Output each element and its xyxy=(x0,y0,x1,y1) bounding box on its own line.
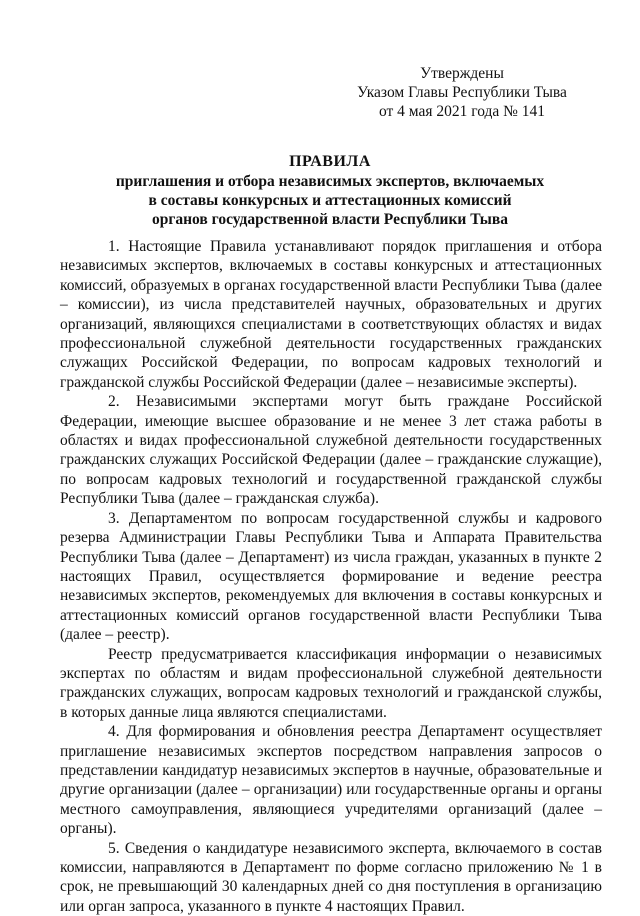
paragraph-2: 2. Независимыми экспертами могут быть граждане Российской Федерации, имеющие высшее образование и не менее 3 лет стажа работы в областях и видах профессиональной служебной деятельности государственных гражданских служащих Российской Федерации (далее – гражданские служащие), по вопросам кадровых технологий и государственной гражданской службы Республики Тыва (далее – гражданская служба). xyxy=(60,393,602,508)
approval-line-decree: Указом Главы Республики Тыва xyxy=(357,84,567,101)
approval-stamp xyxy=(332,64,592,121)
paragraph-4: 4. Для формирования и обновления реестра Департамент осуществляет приглашение независимых экспертов посредством направления запросов о представлении кандидатур независимых экспертов в научные, образовательные и другие организации (далее – организации) или государственные органы и органы местного самоуправления, являющиеся учредителями организаций (далее – органы). xyxy=(60,723,602,838)
paragraph-3-registry: Реестр предусматривается классификация информации о независимых экспертах по областям и видам профессиональной служебной деятельности гражданских служащих, вопросам кадровых технологий и гражданской службы, в которых данные лица являются специалистами. xyxy=(60,645,602,721)
paragraph-3: 3. Департаментом по вопросам государственной службы и кадрового резерва Администрации Главы Республики Тыва и Аппарата Правительства Республики Тыва (далее – Департамент) из числа граждан, указанных в пункте 2 настоящих Правил, осуществляется формирование и ведение реестра независимых экспертов, рекомендуемых для включения в составы конкурсных и аттестационных комиссий органов государственной власти Республики Тыва (далее – реестр). xyxy=(60,509,602,644)
document-body xyxy=(60,237,602,916)
title-line-3: органов государственной власти Республики Тыва xyxy=(151,211,509,228)
paragraph-5: 5. Сведения о кандидатуре независимого эксперта, включаемого в состав комиссии, направляются в Департамент по форме согласно приложению № 1 в срок, не превышающий 30 календарных дней со дня поступления в организацию или орган запроса, указанного в пункте 4 настоящих Правил. xyxy=(60,839,602,915)
approval-line-approved: Утверждены xyxy=(420,65,504,82)
title-line-1: приглашения и отбора независимых экспертов, включаемых xyxy=(115,173,545,190)
document-title xyxy=(60,152,600,229)
paragraph-1: 1. Настоящие Правила устанавливают порядок приглашения и отбора независимых экспертов, включаемых в составы конкурсных и аттестационных комиссий, образуемых в органах государственной власти Республики Тыва (далее – комиссии), из числа представителей научных, образовательных и других организаций, являющихся специалистами в соответствующих областях и видах профессиональной служебной деятельности государственных гражданских служащих Российской Федерации, по вопросам кадровых технологий и гражданской службы Российской Федерации (далее – независимые эксперты). xyxy=(60,238,602,391)
title-main: ПРАВИЛА xyxy=(289,153,371,170)
approval-line-date: от 4 мая 2021 года № 141 xyxy=(378,103,546,120)
title-line-2: в составы конкурсных и аттестационных комиссий xyxy=(148,192,512,209)
